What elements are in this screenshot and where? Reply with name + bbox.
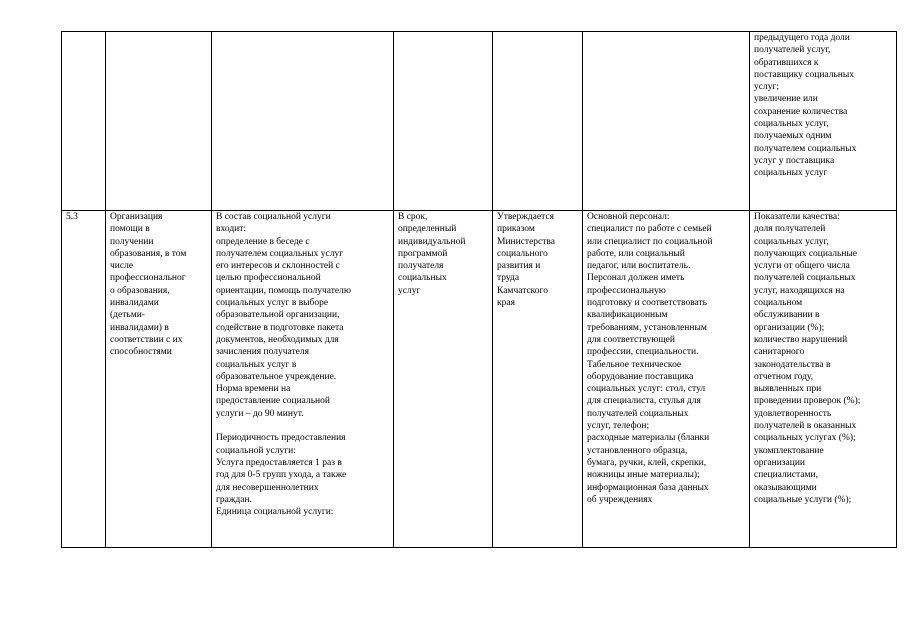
cell-text-line: организации	[754, 457, 806, 468]
cell-quality-continuation	[750, 32, 897, 211]
table-row-5-3	[62, 211, 897, 548]
cell-text-line: предыдущего года доли	[754, 33, 850, 43]
cell-service-term	[394, 211, 493, 548]
cell-text-line: услуги от общего числа	[754, 261, 850, 272]
cell-text-line: Камчатского	[497, 285, 548, 296]
cell-text-line: определение в беседе с	[216, 236, 310, 247]
cell-text-line: документов, необходимых для	[216, 334, 339, 345]
cell-text-line: услуги – до 90 минут.	[216, 408, 304, 419]
cell-text-line: услуг, телефон;	[587, 421, 650, 432]
cell-text-line: определенный	[398, 224, 457, 235]
cell-text-line: граждан.	[216, 494, 252, 505]
cell-text-line: Норма времени на	[216, 384, 291, 395]
cell-service-name	[106, 211, 212, 548]
cell-text-line: проведении проверок (%);	[754, 396, 861, 407]
cell-text-line: способностями	[110, 347, 172, 358]
cell-text-line: увеличение или	[754, 94, 818, 105]
cell-text-line: социальных услуг,	[754, 119, 829, 130]
cell-text-line: Периодичность предоставления	[216, 433, 346, 444]
services-table	[61, 31, 897, 548]
cell-text-line: числе	[110, 261, 134, 272]
cell-text-line: Единица социальной услуги:	[216, 507, 334, 518]
cell-text-line: получаемых одним	[754, 131, 832, 142]
table-row-continuation	[62, 32, 897, 211]
cell-text-line: социальных услуг,	[754, 236, 829, 247]
cell-text-line: получателей социальных	[587, 408, 689, 419]
cell-conditions-empty	[583, 32, 750, 211]
cell-text-line: организации (%);	[754, 322, 825, 333]
cell-text-line: края	[497, 298, 515, 309]
cell-text-line: профессиональног	[110, 273, 186, 284]
cell-text-line: социальных услуг в	[216, 359, 297, 370]
cell-text-line: специалистами,	[754, 470, 818, 481]
cell-text-line: оказывающими	[754, 482, 817, 493]
cell-text-line: удовлетворенность	[754, 408, 832, 419]
cell-text-line: бумага, ручки, клей, скрепки,	[587, 457, 707, 468]
cell-text-line: требованиям, установленным	[587, 322, 707, 333]
cell-text-line: об учреждениях	[587, 494, 653, 505]
cell-number-empty	[62, 32, 106, 211]
cell-text-line: предоставление социальной	[216, 396, 330, 407]
cell-text-line: получающих социальные	[754, 248, 858, 259]
cell-text-line: педагог, или воспитатель.	[587, 261, 691, 272]
cell-text-line: получении	[110, 236, 154, 247]
cell-text-line: соответствии с их	[110, 334, 183, 345]
cell-text-line: сохранение количества	[754, 106, 848, 117]
cell-text-line: для несовершеннолетних	[216, 482, 319, 493]
cell-text-line: услуг;	[754, 82, 779, 93]
cell-text-line: социальных услугах (%);	[754, 433, 856, 444]
cell-text-line: количество нарушений	[754, 334, 848, 345]
cell-text-line: для специалиста, стулья для	[587, 396, 701, 407]
cell-text-line: индивидуальной	[398, 236, 466, 247]
cell-text-line: социальном	[754, 298, 803, 309]
cell-text-line: Основной персонал:	[587, 212, 670, 222]
cell-text-line: программой	[398, 248, 448, 259]
cell-text-line: квалификационным	[587, 310, 668, 321]
cell-text-line: получателей услуг,	[754, 45, 831, 56]
cell-description-empty	[212, 32, 394, 211]
cell-text-line: получателей социальных	[754, 273, 856, 284]
cell-text-line: работе, или социальный	[587, 248, 685, 259]
cell-text-line: поставщику социальных	[754, 69, 854, 80]
cell-text-line: ножницы иные материалы);	[587, 470, 700, 481]
cell-text-line: социальных услуг: стол, стул	[587, 384, 706, 395]
cell-text-line: расходные материалы (бланки	[587, 433, 710, 444]
cell-text-line	[216, 420, 391, 432]
cell-text-line: (детьми-	[110, 310, 145, 321]
cell-service-description	[212, 211, 394, 548]
cell-text-line: социальные услуги (%);	[754, 494, 852, 505]
cell-text-line: укомплектование	[754, 445, 824, 456]
cell-text-line: услуг	[398, 285, 421, 296]
cell-text-line: услуг, находящихся на	[754, 285, 845, 296]
cell-text-line: Услуга предоставляется 1 раз в	[216, 457, 342, 468]
cell-text-line: инвалидами) в	[110, 322, 169, 333]
cell-text-line: содействие в подготовке пакета	[216, 322, 344, 333]
cell-text-line: социальных услуг	[754, 168, 828, 179]
cell-text-line: Организация	[110, 212, 163, 222]
cell-text-line: социальных услуг в выборе	[216, 298, 329, 309]
cell-text-line: установленного образца,	[587, 445, 688, 456]
cell-text-line: образовательное учреждение.	[216, 371, 337, 382]
cell-service-conditions	[583, 211, 750, 548]
cell-text-line: отчетном году,	[754, 371, 814, 382]
cell-text-line: его интересов и склонностей с	[216, 261, 340, 272]
cell-row-number: 5.3	[62, 211, 106, 548]
cell-text-line: обслуживании в	[754, 310, 820, 321]
cell-text-line: входит:	[216, 224, 247, 235]
cell-text-line: Персонал должен иметь	[587, 273, 685, 284]
cell-text-line: В срок,	[398, 212, 428, 222]
cell-text-line: ориентации, помощь получателю	[216, 285, 351, 296]
cell-service-name-empty	[106, 32, 212, 211]
cell-text-line: специалист по работе с семьей	[587, 224, 712, 235]
cell-text-line: целью профессиональной	[216, 273, 321, 284]
cell-text-line: получателем социальных	[754, 143, 857, 154]
cell-text-line: Утверждается	[497, 212, 554, 222]
cell-text-line: обратившихся к	[754, 57, 819, 68]
cell-text-line: законодательства в	[754, 359, 831, 370]
cell-text-line: получателем социальных услуг	[216, 248, 344, 259]
cell-text-line: доля получателей	[754, 224, 826, 235]
cell-text-line: помощи в	[110, 224, 150, 235]
cell-text-line: или специалист по социальной	[587, 236, 713, 247]
cell-text-line: оборудование поставщика	[587, 371, 694, 382]
cell-text-line: профессии, специальности.	[587, 347, 699, 358]
cell-text-line: год для 0-5 групп ухода, а также	[216, 470, 347, 481]
cell-text-line: профессиональную	[587, 285, 666, 296]
cell-text-line: социального	[497, 248, 548, 259]
cell-text-line: Показатели качества:	[754, 212, 840, 222]
cell-text-line: инвалидами	[110, 298, 159, 309]
cell-tariff-empty	[493, 32, 583, 211]
cell-text-line: выявленных при	[754, 384, 822, 395]
cell-text-line: санитарного	[754, 347, 805, 358]
cell-quality-indicators	[750, 211, 897, 548]
cell-text-line: социальных	[398, 273, 447, 284]
cell-text-line: социальной услуги:	[216, 445, 296, 456]
cell-text-line: приказом	[497, 224, 535, 235]
cell-text-line: развития и	[497, 261, 541, 272]
document-page	[61, 31, 896, 548]
cell-text-line: получателя	[398, 261, 444, 272]
cell-text-line: о образования,	[110, 285, 170, 296]
cell-term-empty	[394, 32, 493, 211]
cell-text-line: подготовку и соответствовать	[587, 298, 708, 309]
cell-text-line: труда	[497, 273, 520, 284]
cell-text-line: Министерства	[497, 236, 555, 247]
cell-text-line: образовательной организации,	[216, 310, 340, 321]
cell-text-line: образования, в том	[110, 248, 187, 259]
cell-text-line: Табельное техническое	[587, 359, 682, 370]
cell-text-line: для соответствующей	[587, 334, 675, 345]
cell-text-line: услуг у поставщика	[754, 155, 835, 166]
cell-text-line: В состав социальной услуги	[216, 212, 331, 222]
cell-text-line: получателей в оказанных	[754, 421, 857, 432]
cell-text-line: зачисления получателя	[216, 347, 309, 358]
cell-service-tariff	[493, 211, 583, 548]
cell-text-line: информационная база данных	[587, 482, 709, 493]
